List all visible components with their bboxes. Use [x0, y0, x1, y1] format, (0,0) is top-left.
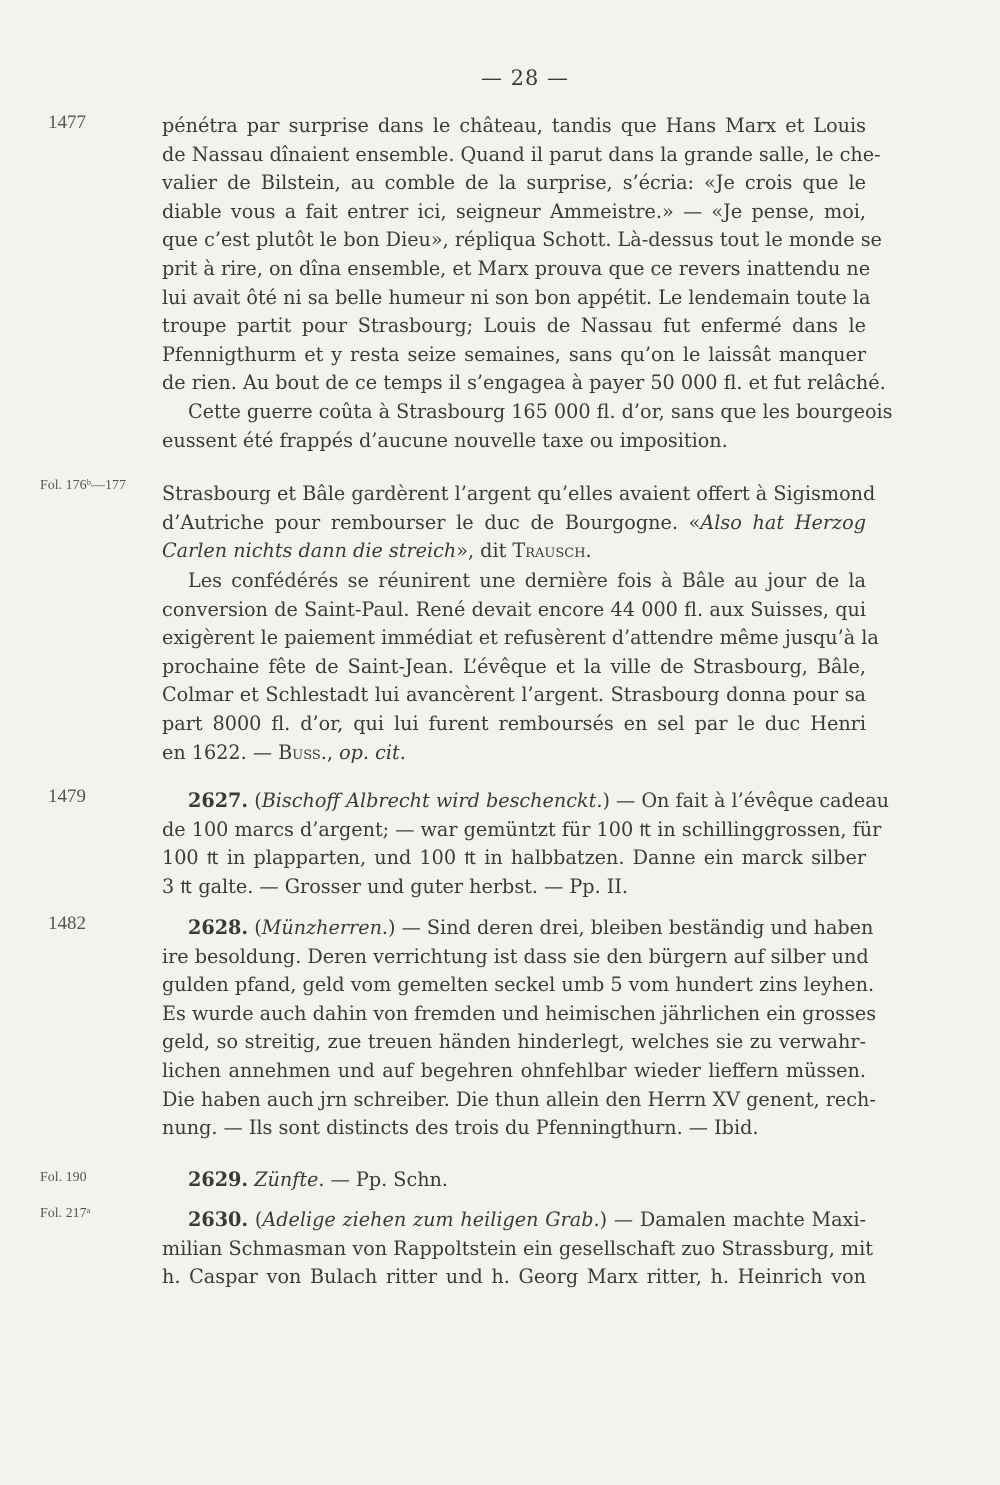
text-line: 2627. (Bischoff Albrecht wird beschenckt.) — On fait à l’évêque cadeau — [188, 789, 890, 812]
text-line: Es wurde auch dahin von fremden und heimischen jährlichen ein grosses — [162, 1001, 877, 1025]
text-line: Les confédérés se réunirent une dernière fois à Bâle au jour de la — [188, 569, 866, 592]
text-line: d’Autriche pour rembourser le duc de Bourgogne. «Also hat Herzog — [162, 510, 866, 534]
text-line: lui avait ôté ni sa belle humeur ni son bon appétit. Le lendemain toute la — [162, 285, 871, 309]
entry-2629 — [162, 1166, 866, 1195]
entry-number: 2627. — [188, 789, 249, 812]
text-line: de 100 marcs d’argent; — war gemüntzt für 100 ₶ in schillinggrossen, für — [162, 817, 882, 841]
text-line: eussent été frappés d’aucune nouvelle taxe ou imposition. — [162, 428, 728, 452]
text-line: geld, so streitig, zue treuen händen hinderlegt, welches sie zu verwahr- — [162, 1030, 866, 1054]
entry-title: Bischoff Albrecht wird beschenckt. — [261, 789, 603, 812]
entry-title: Zünfte. — [254, 1168, 325, 1191]
entry-number: 2629. — [188, 1168, 249, 1191]
text-line: gulden pfand, geld vom gemelten seckel umb 5 vom hundert zins leyhen. — [162, 973, 875, 997]
paragraph-confederes — [162, 567, 879, 767]
entry-number: 2628. — [188, 916, 249, 939]
margin-year-1479: 1479 — [48, 786, 86, 807]
margin-year-1482: 1482 — [48, 913, 86, 934]
text-line: Pfennigthurm et y resta seize semaines, sans qu’on le laissât manquer — [162, 342, 866, 366]
entry-2627 — [162, 787, 890, 901]
text-line: troupe partit pour Strasbourg; Louis de Nassau fut enfermé dans le — [162, 314, 866, 338]
page-number: — 28 — — [480, 66, 570, 90]
margin-year-1477: 1477 — [48, 112, 86, 133]
entry-number: 2630. — [188, 1208, 249, 1231]
text-line: part 8000 fl. d’or, qui lui furent remboursés en sel par le duc Henri — [162, 711, 866, 735]
author-name: Trausch — [512, 539, 586, 563]
margin-folio-176: Fol. 176ᵇ—177 — [40, 478, 127, 493]
text-line: Die haben auch jrn schreiber. Die thun allein den Herrn XV genent, rech- — [162, 1087, 876, 1111]
entry-title: Adelige ziehen zum heiligen Grab. — [262, 1208, 600, 1231]
text-line: 3 ₶ galte. — Grosser und guter herbst. — Pp. II. — [162, 874, 629, 898]
text-line: en 1622. — Buss., op. cit. — [162, 740, 406, 764]
text-line: 2629. Zünfte. — Pp. Schn. — [188, 1168, 449, 1191]
text-line: ire besoldung. Deren verrichtung ist dass sie den bürgern auf silber und — [162, 944, 869, 968]
text-line: prit à rire, on dîna ensemble, et Marx prouva que ce revers inattendu ne — [162, 256, 871, 280]
entry-2630 — [162, 1206, 873, 1292]
text-line: 2628. (Münzherren.) — Sind deren drei, bleiben beständig und haben — [188, 916, 874, 939]
text-line: conversion de Saint-Paul. René devait encore 44 000 fl. aux Suisses, qui — [162, 597, 866, 621]
margin-folio-190: Fol. 190 — [40, 1170, 87, 1185]
text-line: nung. — Ils sont distincts des trois du Pfenningthurn. — Ibid. — [162, 1116, 759, 1140]
text-line: lichen annehmen und auf begehren ohnfehlbar wieder lieffern müssen. — [162, 1058, 866, 1082]
text-line: diable vous a fait entrer ici, seigneur Ammeistre.» — «Je pense, moi, — [162, 199, 866, 223]
text-line: de rien. Au bout de ce temps il s’engagea à payer 50 000 fl. et fut relâché. — [162, 371, 886, 395]
text-line: que c’est plutôt le bon Dieu», répliqua Schott. Là-dessus tout le monde se — [162, 228, 882, 252]
text-line: Carlen nichts dann die streich», dit Trausch. — [162, 539, 592, 563]
text-line: Colmar et Schlestadt lui avancèrent l’argent. Strasbourg donna pour sa — [162, 683, 866, 707]
text-line: Cette guerre coûta à Strasbourg 165 000 fl. d’or, sans que les bourgeois — [188, 399, 893, 423]
text-line: h. Caspar von Bulach ritter und h. Georg Marx ritter, h. Heinrich von — [162, 1265, 866, 1289]
author-name: Buss. — [278, 740, 327, 764]
text-line: prochaine fête de Saint-Jean. L’évêque et la ville de Strasbourg, Bâle, — [162, 654, 866, 678]
paragraph-nassau-capture — [162, 112, 893, 455]
text-line: de Nassau dînaient ensemble. Quand il parut dans la grande salle, le che- — [162, 142, 881, 166]
entry-2628 — [162, 914, 877, 1143]
entry-title: Münzherren. — [261, 916, 389, 939]
text-line: Strasbourg et Bâle gardèrent l’argent qu’elles avaient offert à Sigismond — [162, 482, 876, 505]
text-line: exigèrent le paiement immédiat et refusèrent d’attendre même jusqu’à la — [162, 626, 879, 650]
text-line: valier de Bilstein, au comble de la surprise, s’écria: «Je crois que le — [162, 171, 866, 195]
text-line: milian Schmasman von Rappoltstein ein gesellschaft zuo Strassburg, mit — [162, 1236, 873, 1260]
text-line: 2630. (Adelige ziehen zum heiligen Grab.) — Damalen machte Maxi- — [188, 1208, 866, 1231]
paragraph-sigismond — [162, 480, 876, 566]
text-line: 100 ₶ in plapparten, und 100 ₶ in halbbatzen. Danne ein marck silber — [162, 846, 866, 870]
margin-folio-217: Fol. 217ᵃ — [40, 1206, 91, 1221]
text-line: pénétra par surprise dans le château, tandis que Hans Marx et Louis — [162, 114, 866, 137]
